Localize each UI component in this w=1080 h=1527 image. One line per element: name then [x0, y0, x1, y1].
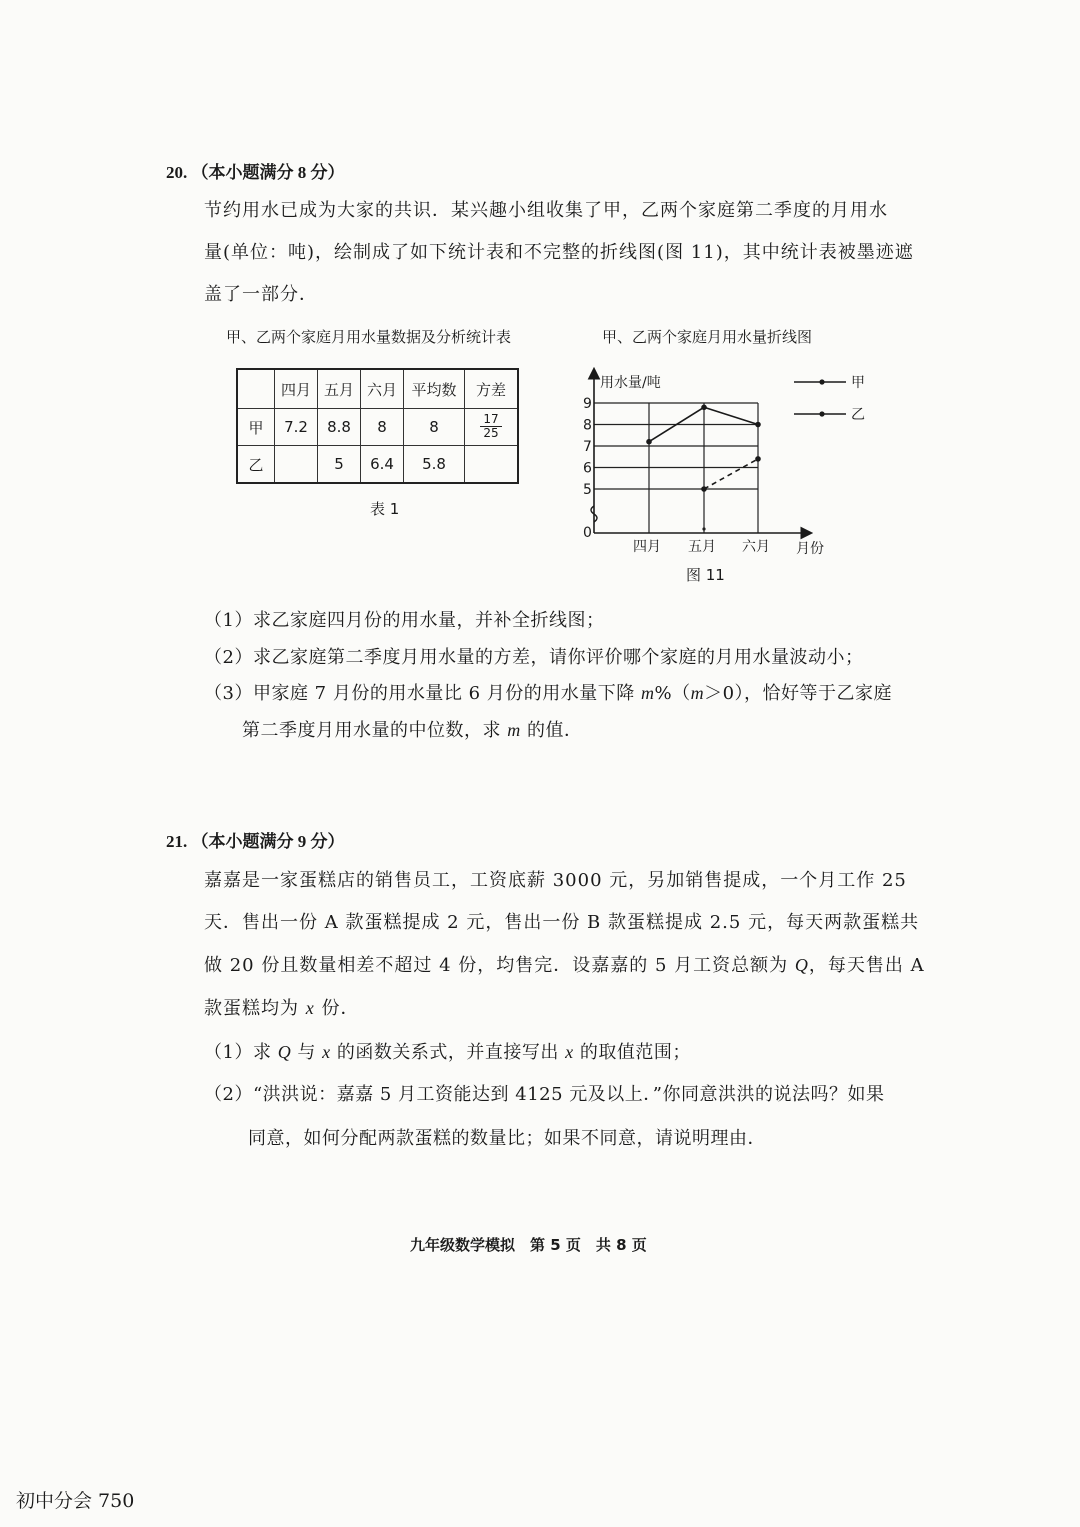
q20-sub3-line2: 第二季度月用水量的中位数，求 m 的值．	[242, 720, 583, 741]
fraction-denominator: 25	[483, 426, 499, 440]
chart-grid	[594, 403, 758, 533]
fraction-numerator: 17	[480, 413, 501, 427]
table-row	[237, 446, 518, 484]
header-cell-empty	[237, 369, 275, 409]
header-cell: 五月	[318, 369, 361, 409]
x-tick-label: 五月	[688, 539, 716, 555]
q21-text-line3: 做 20 份且数量相差不超过 4 份，均售完．设嘉嘉的 5 月工资总额为 Q，每天售出 A	[204, 955, 925, 976]
x-tick-labels	[633, 527, 770, 555]
table-cell: 5.8	[404, 446, 465, 484]
data-point	[701, 486, 707, 492]
table-cell: 5	[318, 446, 361, 484]
table-cell: 8.8	[318, 409, 361, 446]
q20-sub2: （2）求乙家庭第二季度月用水量的方差，请你评价哪个家庭的月用水量波动小；	[204, 647, 864, 668]
q20-header: 20. （本小题满分 8 分）	[166, 163, 345, 182]
x-tick-label: 四月	[633, 539, 661, 555]
q21-header: 21. （本小题满分 9 分）	[166, 832, 345, 851]
table-cell: 7.2	[275, 409, 318, 446]
header-cell: 方差	[465, 369, 519, 409]
table-cell-ink-covered	[465, 446, 519, 484]
data-point	[646, 439, 652, 445]
line-chart	[560, 360, 880, 590]
chart-title: 甲、乙两个家庭月用水量折线图	[602, 328, 813, 346]
q20-text-line2: 量(单位：吨)，绘制成了如下统计表和不完整的折线图(图 11)，其中统计表被墨迹遮	[204, 242, 914, 263]
table-row	[237, 409, 518, 446]
y-tick-label: 9	[583, 396, 592, 412]
header-cell: 四月	[275, 369, 318, 409]
tick-mark	[702, 527, 705, 530]
q21-sub2-line2: 同意，如何分配两款蛋糕的数量比；如果不同意，请说明理由．	[248, 1128, 766, 1149]
x-axis-label: 月份	[796, 541, 824, 557]
q21-sub1: （1）求 Q 与 x 的函数关系式，并直接写出 x 的取值范围；	[204, 1042, 691, 1063]
y-tick-label: 5	[583, 482, 592, 498]
y-tick-label: 7	[583, 439, 592, 455]
q21-text-line2: 天．售出一份 A 款蛋糕提成 2 元，售出一份 B 款蛋糕提成 2.5 元，每天两款蛋糕共	[204, 912, 920, 933]
legend-marker	[819, 411, 824, 416]
variance-fraction	[480, 413, 501, 440]
y-tick-label: 6	[583, 460, 592, 477]
q20-text-line1: 节约用水已成为大家的共识．某兴趣小组收集了甲，乙两个家庭第二季度的月用水	[204, 200, 888, 221]
y-axis-label: 用水量/吨	[600, 375, 661, 391]
q21-text-line4: 款蛋糕均为 x 份．	[204, 998, 360, 1019]
q20-sub1: （1）求乙家庭四月份的用水量，并补全折线图；	[204, 610, 605, 631]
y-tick-label: 8	[583, 417, 592, 434]
row-label: 乙	[237, 446, 275, 484]
row-label: 甲	[237, 409, 275, 446]
q21-text-line1: 嘉嘉是一家蛋糕店的销售员工，工资底薪 3000 元，另加销售提成，一个月工作 25	[204, 870, 907, 891]
table-title: 甲、乙两个家庭月用水量数据及分析统计表	[226, 328, 512, 346]
table-cell: 8	[404, 409, 465, 446]
chart-caption: 图 11	[686, 566, 725, 584]
table-caption: 表 1	[370, 500, 400, 518]
table-cell-ink-covered	[275, 446, 318, 484]
table-header-row	[237, 369, 518, 409]
chart-legend	[794, 375, 865, 423]
variance-cell	[465, 409, 519, 446]
q21-sub2-line1: （2）“洪洪说：嘉嘉 5 月工资能达到 4125 元及以上．”你同意洪洪的说法吗？如果	[204, 1084, 885, 1105]
table-cell: 8	[361, 409, 404, 446]
data-point	[701, 405, 707, 411]
header-cell: 平均数	[404, 369, 465, 409]
x-tick-label: 六月	[742, 539, 770, 555]
data-point	[755, 422, 761, 428]
legend-label: 乙	[851, 407, 865, 423]
q20-sub3-line1: （3）甲家庭 7 月份的用水量比 6 月份的用水量下降 m%（m＞0），恰好等于乙家庭	[204, 683, 893, 704]
y-tick-labels	[583, 396, 592, 541]
legend-label: 甲	[851, 375, 865, 391]
statistics-table	[236, 368, 519, 484]
table-cell: 6.4	[361, 446, 404, 484]
y-tick-label: 0	[583, 525, 592, 541]
data-point	[755, 456, 761, 462]
watermark-text: 初中分会 750	[16, 1490, 135, 1512]
page-footer: 九年级数学模拟 第 5 页 共 8 页	[410, 1236, 647, 1254]
series-line-乙	[704, 459, 758, 489]
header-cell: 六月	[361, 369, 404, 409]
legend-marker	[819, 379, 824, 384]
q20-text-line3: 盖了一部分．	[204, 284, 318, 305]
